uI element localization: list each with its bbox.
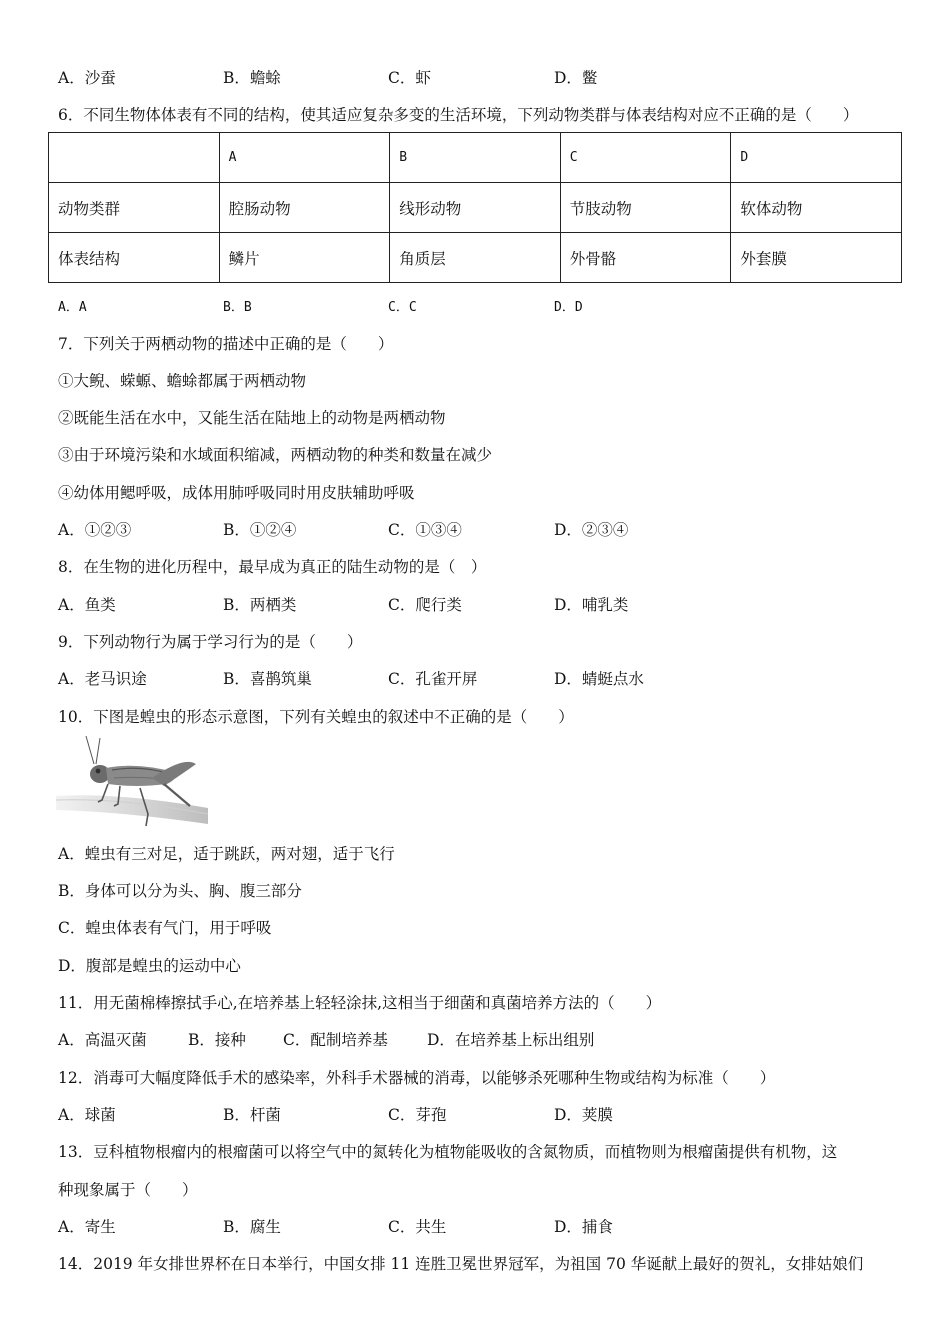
table-cell: B: [390, 133, 561, 183]
q8-stem: 8．在生物的进化历程中，最早成为真正的陆生动物的是（ ）: [58, 558, 487, 576]
table-row: [49, 233, 902, 283]
q6-option-d: D．D: [554, 300, 583, 315]
q5-option-d: D．鳖: [554, 69, 598, 87]
table-cell: 体表结构: [49, 233, 220, 283]
q8-option-b: B．两栖类: [223, 596, 297, 614]
table-cell: 线形动物: [390, 183, 561, 233]
q13-stem-line-1: 13．豆科植物根瘤内的根瘤菌可以将空气中的氮转化为植物能吸收的含氮物质，而植物则为根瘤菌提供有机物，这: [58, 1143, 838, 1161]
q7-stem: 7．下列关于两栖动物的描述中正确的是（ ）: [58, 335, 394, 353]
q12-option-a: A．球菌: [58, 1106, 116, 1124]
q12-stem: 12．消毒可大幅度降低手术的感染率，外科手术器械的消毒，以能够杀死哪种生物或结构为标准（ ）: [58, 1069, 776, 1087]
q5-option-c: C．虾: [388, 69, 431, 87]
q10-option-d: D．腹部是蝗虫的运动中心: [58, 957, 241, 975]
q10-stem: 10．下图是蝗虫的形态示意图，下列有关蝗虫的叙述中不正确的是（ ）: [58, 708, 574, 726]
table-cell: 软体动物: [731, 183, 902, 233]
table-cell: [49, 133, 220, 183]
q6-stem: 6．不同生物体体表有不同的结构，使其适应复杂多变的生活环境，下列动物类群与体表结构对应不正确的是（ ）: [58, 106, 859, 124]
q5-option-a: A．沙蚕: [58, 69, 116, 87]
q12-option-c: C．芽孢: [388, 1106, 447, 1124]
table-cell: C: [560, 133, 731, 183]
table-cell: 动物类群: [49, 183, 220, 233]
q11-stem: 11．用无菌棉棒擦拭手心,在培养基上轻轻涂抹,这相当于细菌和真菌培养方法的（ ）: [58, 994, 662, 1012]
q7-option-d: D．②③④: [554, 521, 629, 539]
q7-option-b: B．①②④: [223, 521, 297, 539]
q5-option-b: B．蟾蜍: [223, 69, 281, 87]
grasshopper-image: [56, 734, 208, 830]
table-cell: 腔肠动物: [219, 183, 390, 233]
q9-option-b: B．喜鹊筑巢: [223, 670, 312, 688]
q7-option-c: C．①③④: [388, 521, 462, 539]
q9-option-a: A．老马识途: [58, 670, 147, 688]
q12-option-d: D．荚膜: [554, 1106, 613, 1124]
q7-statement-3: ③由于环境污染和水域面积缩减，两栖动物的种类和数量在减少: [58, 446, 493, 464]
q10-option-a: A．蝗虫有三对足，适于跳跃，两对翅，适于飞行: [58, 845, 395, 863]
table-cell: 外套膜: [731, 233, 902, 283]
table-cell: A: [219, 133, 390, 183]
q13-option-d: D．捕食: [554, 1218, 613, 1236]
q14-stem-line-1: 14．2019 年女排世界杯在日本举行，中国女排 11 连胜卫冕世界冠军，为祖国 70 华诞献上最好的贺礼，女排姑娘们: [58, 1255, 864, 1273]
q9-option-c: C．孔雀开屏: [388, 670, 478, 688]
table-row: [49, 183, 902, 233]
q7-statement-4: ④幼体用鳃呼吸，成体用肺呼吸同时用皮肤辅助呼吸: [58, 484, 415, 502]
table-cell: D: [731, 133, 902, 183]
q11-option-c: C．配制培养基: [283, 1031, 388, 1049]
table-cell: 角质层: [390, 233, 561, 283]
q10-option-b: B．身体可以分为头、胸、腹三部分: [58, 882, 302, 900]
q9-stem: 9．下列动物行为属于学习行为的是（ ）: [58, 633, 363, 651]
q10-option-c: C．蝗虫体表有气门，用于呼吸: [58, 919, 272, 937]
table-cell: 节肢动物: [560, 183, 731, 233]
q7-option-a: A．①②③: [58, 521, 132, 539]
q7-statement-1: ①大鲵、蝾螈、蟾蜍都属于两栖动物: [58, 372, 307, 390]
q11-option-d: D．在培养基上标出组别: [427, 1031, 595, 1049]
q6-option-b: B．B: [223, 300, 252, 315]
q6-option-a: A．A: [58, 300, 87, 315]
q7-statement-2: ②既能生活在水中，又能生活在陆地上的动物是两栖动物: [58, 409, 446, 427]
q13-option-c: C．共生: [388, 1218, 447, 1236]
q6-table: [48, 132, 902, 283]
q8-option-c: C．爬行类: [388, 596, 462, 614]
table-cell: 鳞片: [219, 233, 390, 283]
q13-option-b: B．腐生: [223, 1218, 281, 1236]
q8-option-d: D．哺乳类: [554, 596, 629, 614]
q9-option-d: D．蜻蜓点水: [554, 670, 644, 688]
q11-option-a: A．高温灭菌: [58, 1031, 147, 1049]
q13-option-a: A．寄生: [58, 1218, 116, 1236]
q11-option-b: B．接种: [188, 1031, 246, 1049]
q12-option-b: B．杆菌: [223, 1106, 281, 1124]
q6-option-c: C．C: [388, 300, 417, 315]
table-header-row: [49, 133, 902, 183]
table-cell: 外骨骼: [560, 233, 731, 283]
q8-option-a: A．鱼类: [58, 596, 116, 614]
q13-stem-line-2: 种现象属于（ ）: [58, 1181, 198, 1199]
